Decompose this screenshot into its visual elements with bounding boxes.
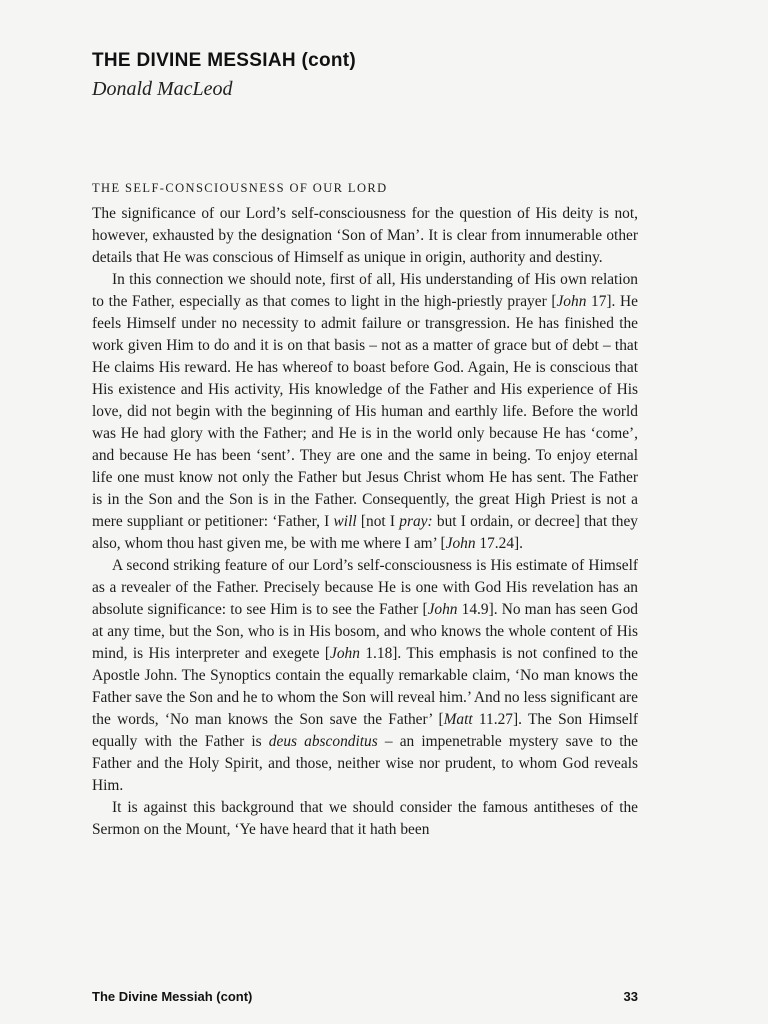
paragraph-1 xyxy=(92,203,638,269)
text-run: In this connection we should note, first of all, His understanding of His own relation to the Father, especially as that comes to light in the high-priestly prayer [ xyxy=(92,271,638,310)
text-run: 11.27]. The Son Himself equally with the Father is xyxy=(92,711,638,750)
text-run: Matt xyxy=(443,711,473,728)
text-run: John xyxy=(445,535,476,552)
text-run: [not I xyxy=(356,513,400,530)
page-number: 33 xyxy=(623,989,638,1004)
text-run: deus absconditus xyxy=(268,733,378,750)
text-run: The significance of our Lord’s self-consciousness for the question of His deity is not, however, exhausted by the designation ‘Son of Man’. It is clear from innumerable other details that He was conscious of Himself as unique in origin, authority and destiny. xyxy=(92,205,638,266)
text-run: 17.24]. xyxy=(475,535,523,552)
text-run: A second striking feature of our Lord’s self-consciousness is His estimate of Himself as a revealer of the Father. Precisely because He is one with God His revelation has an absolute significance: to see Him is to see the Father [ xyxy=(92,557,638,618)
text-run: 17]. He feels Himself under no necessity to admit failure or transgression. He has finished the work given Him to do and it is on that basis – not as a matter of grace but of debt – that He claims His reward. He has whereof to boast before God. Again, He is conscious that His existence and His activity, His knowledge of the Father and His experience of His love, did not begin with the beginning of His human and earthly life. Before the world was He had glory with the Father; and He is in the world only because He has ‘come’, and because He has been ‘sent’. They are one and the same in being. To enjoy eternal life one must know not only the Father but Jesus Christ whom He has sent. The Father is in the Son and the Son is in the Father. Consequently, the great High Priest is not a mere suppliant or petitioner: ‘Father, I xyxy=(92,293,638,530)
section-heading: THE SELF-CONSCIOUSNESS OF OUR LORD xyxy=(92,181,388,195)
body-text xyxy=(92,203,638,841)
text-run: John xyxy=(427,601,458,618)
paragraph-3 xyxy=(92,555,638,797)
text-run: It is against this background that we should consider the famous antitheses of the Sermon on the Mount, ‘Ye have heard that it hath been xyxy=(92,799,638,838)
running-footer-title: The Divine Messiah (cont) xyxy=(92,989,253,1004)
text-run: 14.9]. No man has seen God at any time, but the Son, who is in His bosom, and who knows the whole content of His mind, is His interpreter and exegete [ xyxy=(92,601,639,662)
article-author: Donald MacLeod xyxy=(92,78,233,100)
paragraph-4 xyxy=(92,797,638,841)
article-title: THE DIVINE MESSIAH (cont) xyxy=(92,50,357,71)
text-run: – an impenetrable mystery save to the Father and the Holy Spirit, and those, neither wise nor prudent, to whom God reveals Him. xyxy=(92,733,639,794)
text-run: 1.18]. This emphasis is not confined to the Apostle John. The Synoptics contain the equally remarkable claim, ‘No man knows the Father save the Son and he to whom the Son will reveal him.’ And no less significant are the words, ‘No man knows the Son save the Father’ [ xyxy=(92,645,638,728)
text-run: pray: xyxy=(399,513,433,530)
paragraph-2 xyxy=(92,269,638,555)
text-run: John xyxy=(330,645,360,662)
text-run: but I ordain, or decree] that they also, whom thou hast given me, be with me where I am’ [ xyxy=(92,513,638,552)
text-run: will xyxy=(333,513,357,530)
text-run: John xyxy=(556,293,587,310)
